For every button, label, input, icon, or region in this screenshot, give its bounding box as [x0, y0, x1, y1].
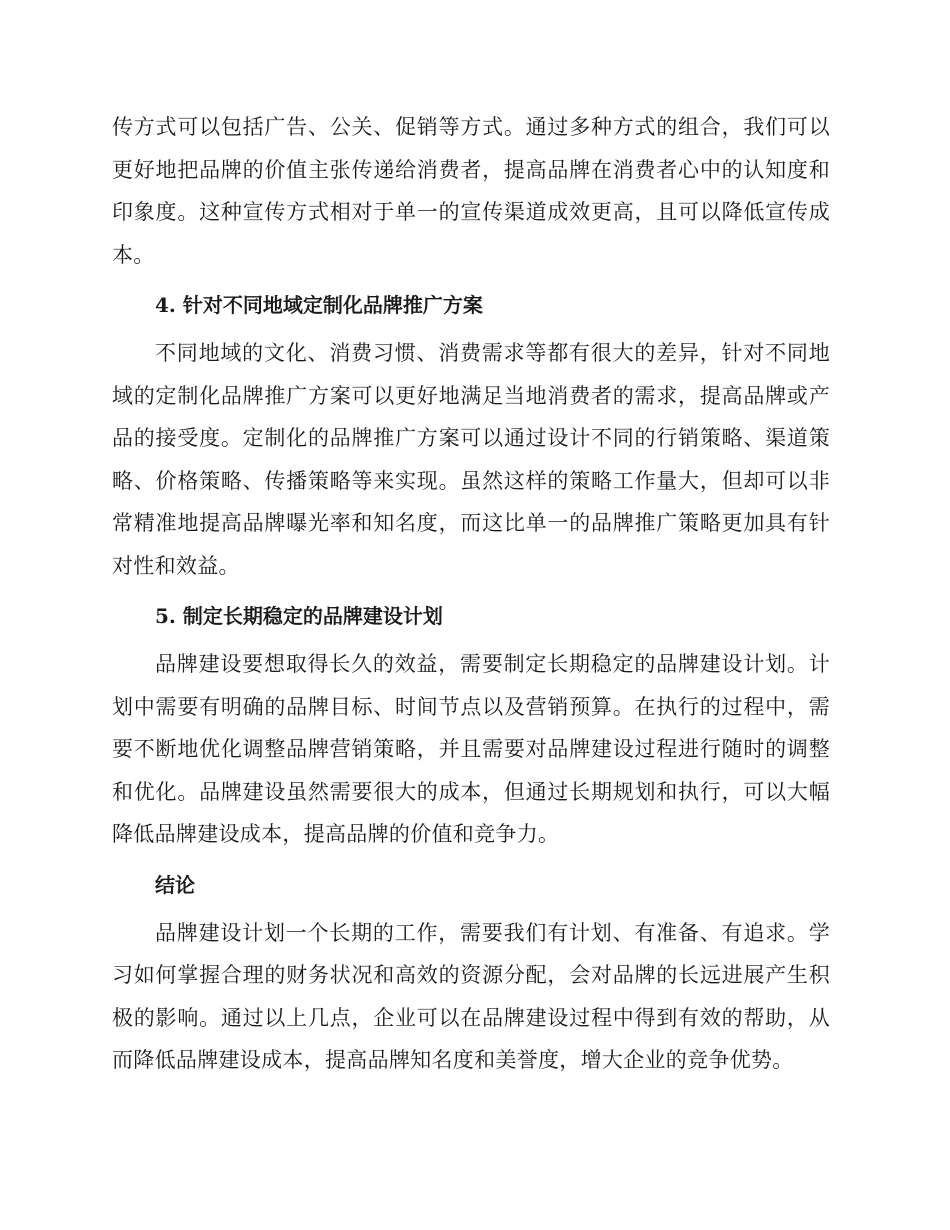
conclusion-body: 品牌建设计划一个长期的工作，需要我们有计划、有准备、有追求。学习如何掌握合理的财务状况和高效的资源分配，会对品牌的长远进展产生积极的影响。通过以上几点，企业可以在品牌建设过程中得到有效的帮助，从而降低品牌建设成本，提高品牌知名度和美誉度，增大企业的竞争优势。 [112, 920, 830, 1072]
section-5-body: 品牌建设要想取得长久的效益，需要制定长期稳定的品牌建设计划。计划中需要有明确的品牌目标、时间节点以及营销预算。在执行的过程中，需要不断地优化调整品牌营销策略，并且需要对品牌建设过程进行随时的调整和优化。品牌建设虽然需要很大的成本，但通过长期规划和执行，可以大幅降低品牌建设成本，提高品牌的价值和竞争力。 [112, 652, 830, 846]
document-page [112, 106, 830, 1082]
section-4-body: 不同地域的文化、消费习惯、消费需求等都有很大的差异，针对不同地域的定制化品牌推广方案可以更好地满足当地消费者的需求，提高品牌或产品的接受度。定制化的品牌推广方案可以通过设计不同的行销策略、渠道策略、价格策略、传播策略等来实现。虽然这样的策略工作量大，但却可以非常精准地提高品牌曝光率和知名度，而这比单一的品牌推广策略更加具有针对性和效益。 [112, 341, 830, 578]
continued-paragraph: 传方式可以包括广告、公关、促销等方式。通过多种方式的组合，我们可以更好地把品牌的价值主张传递给消费者，提高品牌在消费者心中的认知度和印象度。这种宣传方式相对于单一的宣传渠道成效更高，且可以降低宣传成本。 [112, 115, 830, 267]
conclusion-heading: 结论 [155, 872, 195, 897]
section-5-heading: 5. 制定长期稳定的品牌建设计划 [155, 604, 443, 628]
section-4-heading: 4. 针对不同地域定制化品牌推广方案 [155, 293, 483, 317]
